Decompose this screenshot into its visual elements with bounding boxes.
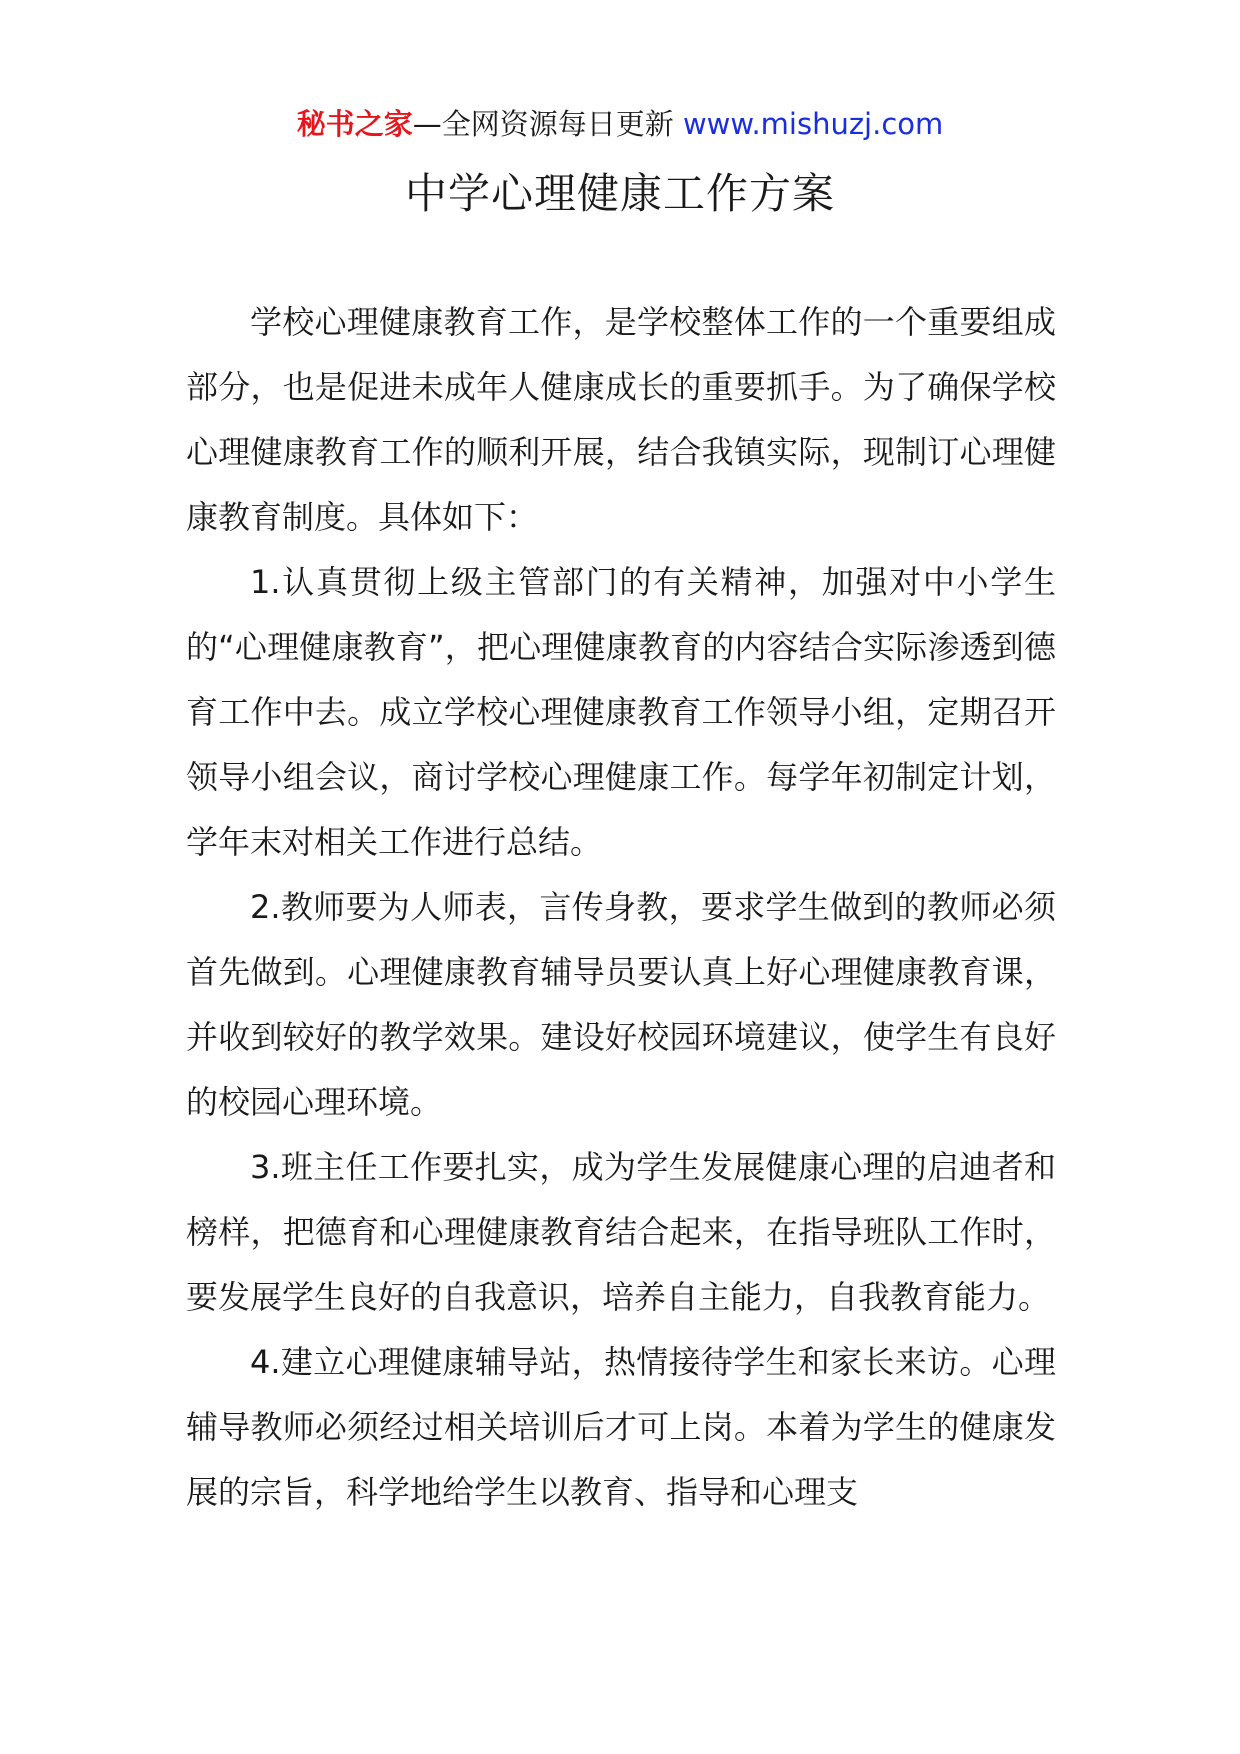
document-title: 中学心理健康工作方案	[404, 169, 835, 218]
site-url-link[interactable]: www.mishuzj.com	[682, 107, 944, 141]
item-paragraph-1: 1.认真贯彻上级主管部门的有关精神，加强对中小学生的“心理健康教育”，把心理健康教育的内容结合实际渗透到德育工作中去。成立学校心理健康教育工作领导小组，定期召开领导小组会议，商讨学校心理健康工作。每学年初制定计划，学年末对相关工作进行总结。	[186, 563, 1056, 861]
site-name: 秘书之家	[296, 107, 413, 141]
item-paragraph-2: 2.教师要为人师表，言传身教，要求学生做到的教师必须首先做到。心理健康教育辅导员要认真上好心理健康教育课，并收到较好的教学效果。建设好校园环境建议，使学生有良好的校园心理环境。	[186, 888, 1056, 1121]
item-paragraph-3: 3.班主任工作要扎实，成为学生发展健康心理的启迪者和榜样，把德育和心理健康教育结合起来，在指导班队工作时，要发展学生良好的自我意识，培养自主能力，自我教育能力。	[186, 1148, 1056, 1316]
document-body	[186, 290, 1056, 1525]
intro-paragraph: 学校心理健康教育工作，是学校整体工作的一个重要组成部分，也是促进未成年人健康成长的重要抓手。为了确保学校心理健康教育工作的顺利开展，结合我镇实际，现制订心理健康教育制度。具体如下：	[186, 303, 1056, 536]
site-tagline: —全网资源每日更新	[412, 107, 683, 141]
site-header-banner	[0, 104, 1240, 144]
item-paragraph-4: 4.建立心理健康辅导站，热情接待学生和家长来访。心理辅导教师必须经过相关培训后才可上岗。本着为学生的健康发展的宗旨，科学地给学生以教育、指导和心理支	[186, 1343, 1056, 1511]
